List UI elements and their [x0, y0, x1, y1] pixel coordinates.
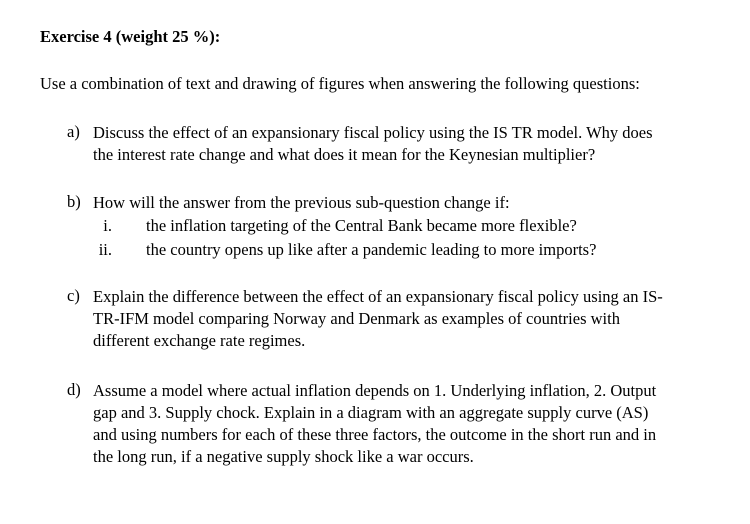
question-c-line-3: different exchange rate regimes. [93, 331, 306, 350]
question-c-marker: c) [67, 286, 80, 305]
question-b-marker: b) [67, 192, 81, 211]
question-c-line-1: Explain the difference between the effect of an expansionary fiscal policy using an IS- [93, 287, 663, 306]
question-a-line-2: the interest rate change and what does it mean for the Keynesian multiplier? [93, 145, 596, 164]
question-d-line-3: and using numbers for each of these three factors, the outcome in the short run and in [93, 425, 657, 444]
question-a-text [93, 122, 727, 166]
subitem-i-text: the inflation targeting of the Central Bank became more flexible? [146, 216, 577, 235]
question-d-marker: d) [67, 380, 81, 399]
question-c-line-2: TR-IFM model comparing Norway and Denmark as examples of countries with [93, 309, 620, 328]
question-a-marker: a) [67, 122, 80, 141]
question-a-line-1: Discuss the effect of an expansionary fiscal policy using the IS TR model. Why does [93, 123, 653, 142]
subitem-ii-numeral: ii. [98, 240, 112, 259]
subitem-ii-text: the country opens up like after a pandemic leading to more imports? [146, 240, 597, 259]
question-b-line-1: How will the answer from the previous sub-question change if: [93, 193, 510, 212]
exercise-heading: Exercise 4 (weight 25 %): [40, 27, 221, 46]
question-d-line-1: Assume a model where actual inflation depends on 1. Underlying inflation, 2. Output [93, 381, 657, 400]
subitem-i-numeral: i. [103, 216, 112, 235]
question-d-line-2: gap and 3. Supply chock. Explain in a diagram with an aggregate supply curve (AS) [93, 403, 649, 422]
question-c-text [93, 286, 727, 352]
question-d-line-4: the long run, if a negative supply shock like a war occurs. [93, 447, 474, 466]
question-b-text [93, 192, 727, 214]
question-d-text [93, 380, 727, 468]
intro-instruction: Use a combination of text and drawing of figures when answering the following questions: [40, 74, 640, 93]
